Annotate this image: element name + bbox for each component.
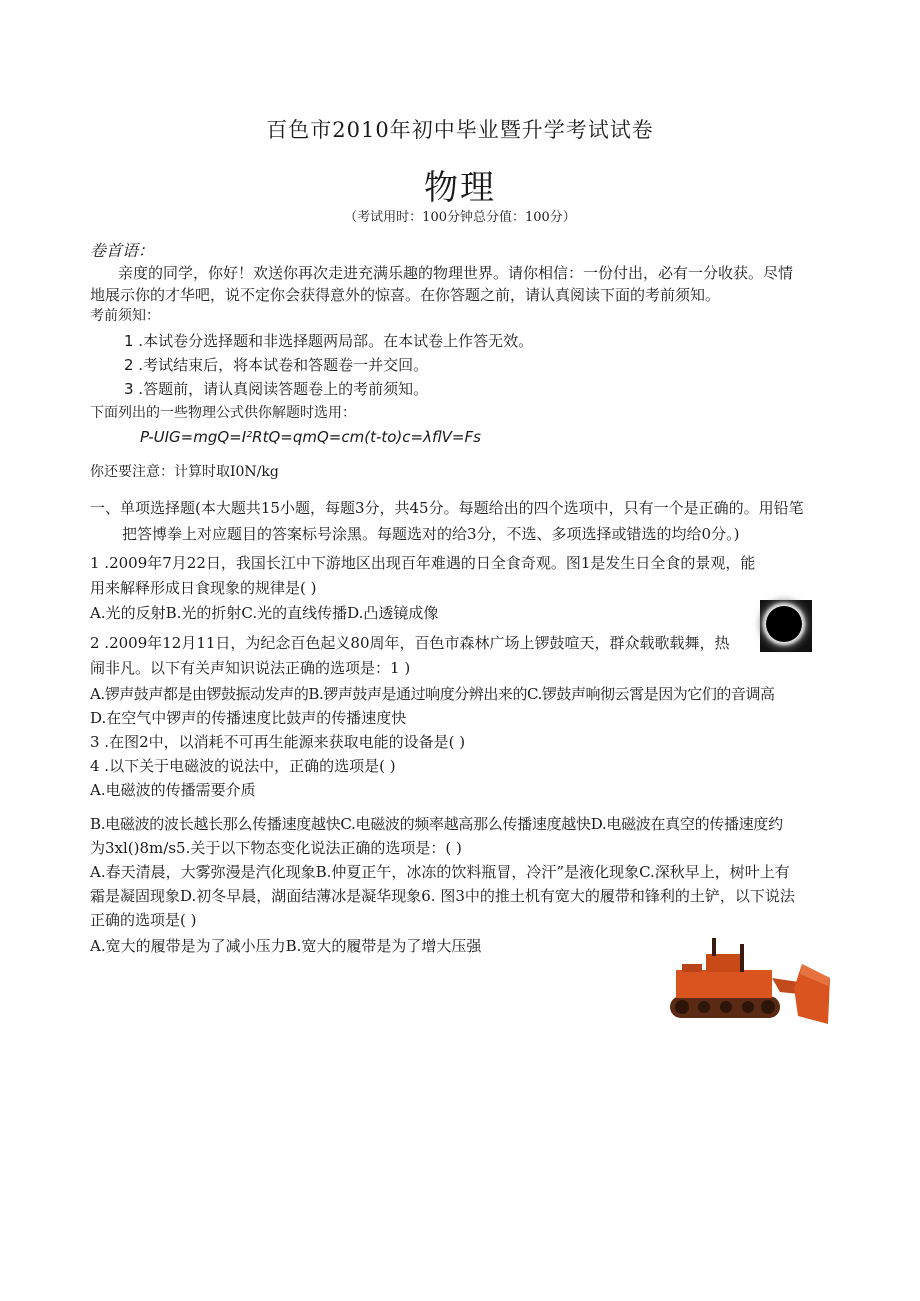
- bulldozer-icon: [670, 938, 830, 1024]
- bulldozer-figure: [662, 934, 834, 1034]
- exam-title: 百色市2010年初中毕业暨升学考试试卷: [266, 118, 654, 142]
- formulas-label: 下面列出的一些物理公式供你解题时选用：: [90, 405, 356, 421]
- notice-item-3: 3 .答题前，请认真阅读答题卷上的考前须知。: [124, 380, 429, 398]
- calc-note: 你还要注意：计算时取I0N∕kg: [90, 464, 279, 480]
- q6-options: A.宽大的履带是为了减小压力B.宽大的履带是为了增大压强: [90, 937, 482, 955]
- q4-line: 4 .以下关于电磁波的说法中，正确的选项是( ): [90, 757, 396, 775]
- solar-eclipse-figure: [760, 600, 812, 652]
- q5-line-1: A.春天清晨，大雾弥漫是汽化现象B.仲夏正午，冰冻的饮料瓶冒，冷汗”是液化现象C.深秋早上，树叶上有: [90, 863, 790, 881]
- q4-options-line-2: 为3xl()8m∕s5.关于以下物态变化说法正确的选项是：( ): [90, 839, 462, 857]
- notice-item-1: 1 .本试卷分选择题和非选择题两局部。在本试卷上作答无效。: [124, 332, 534, 350]
- q1-line-2: 用来解释形成日食现象的规律是( ): [90, 579, 317, 597]
- q4-option-a: A.电磁波的传播需要介质: [90, 781, 256, 799]
- section1-line-1: 一、单项选择题(本大题共15小题，每题3分，共45分。每题给出的四个选项中，只有一个是正确的。用铅笔: [90, 499, 804, 517]
- q6-line: 正确的选项是( ): [90, 911, 197, 929]
- exam-time-info: （考试用时：100分钟总分值：100分）: [344, 210, 576, 225]
- q2-options-2: D.在空气中锣声的传播速度比鼓声的传播速度快: [90, 709, 407, 727]
- q5-line-2: 霜是凝固现象D.初冬早晨，湖面结薄冰是凝华现象6. 图3中的推土机有宽大的履带和锋利的土铲，以下说法: [90, 887, 795, 905]
- notice-item-2: 2 .考试结束后，将本试卷和答题卷一并交回。: [124, 356, 429, 374]
- notice-label: 考前须知：: [90, 308, 160, 324]
- q4-options-line-1: B.电磁波的波长越长那么传播速度越快C.电磁波的频率越高那么传播速度越快D.电磁波在真空的传播速度约: [90, 815, 783, 833]
- q1-options: A.光的反射B.光的折射C.光的直线传播D.凸透镜成像: [90, 604, 439, 622]
- q3-line: 3 .在图2中，以消耗不可再生能源来获取电能的设备是( ): [90, 733, 466, 751]
- q2-line-1: 2 .2009年12月11日，为纪念百色起义80周年，百色市森林广场上锣鼓喧天，群众载歌载舞，热: [90, 634, 730, 652]
- section1-line-2: 把答博拳上对应题目的答案标号涂黑。每题选对的给3分，不选、多项选择或错选的均给0分。): [122, 525, 740, 543]
- formulas-text: P-UIG=mgQ=I²RtQ=qmQ=cm(t-to)c=λflV=Fs: [140, 428, 481, 446]
- subject-title: 物理: [424, 168, 496, 208]
- q1-line-1: 1 .2009年7月22日，我国长江中下游地区出现百年难遇的日全食奇观。图1是发生日全食的景观，能: [90, 554, 756, 572]
- preface-line-2: 地展示你的才华吧，说不定你会获得意外的惊喜。在你答题之前，请认真阅读下面的考前须知。: [90, 286, 721, 304]
- q2-options-1: A.锣声鼓声都是由锣鼓振动发声的B.锣声鼓声是通过响度分辨出来的C.锣鼓声响彻云霄是因为它们的音调高: [90, 685, 775, 703]
- q2-line-2: 闹非凡。以下有关声知识说法正确的选项是：1 ): [90, 659, 411, 677]
- preface-line-1: 亲度的同学，你好！欢送你再次走进充满乐趣的物理世界。请你相信：一份付出，必有一分收获。尽情: [118, 264, 794, 282]
- preface-label: 卷首语：: [90, 241, 155, 260]
